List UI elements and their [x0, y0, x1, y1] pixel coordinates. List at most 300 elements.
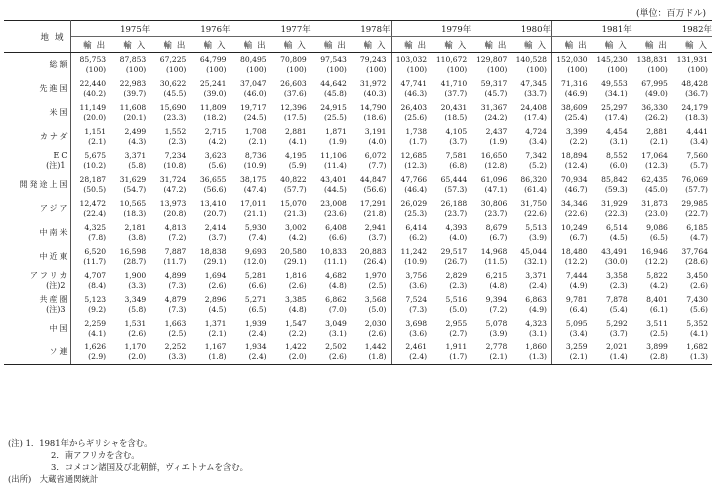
value-cell: [511, 149, 551, 173]
amount: 67,995: [641, 78, 668, 88]
share-percent: (5.7): [689, 160, 708, 170]
share-percent: (100): [165, 64, 187, 74]
share-percent: (17.4): [604, 112, 628, 122]
share-percent: (2.1): [208, 328, 227, 338]
share-percent: (7.3): [168, 280, 187, 290]
value-cell: [70, 173, 110, 197]
region-header: 地域: [4, 21, 70, 53]
share-percent: (57.3): [444, 184, 468, 194]
amount: 1,552: [164, 126, 187, 136]
share-percent: (10.9): [243, 160, 267, 170]
share-percent: (100): [246, 64, 267, 74]
share-percent: (6.1): [649, 304, 668, 314]
amount: 1,151: [84, 126, 107, 136]
value-cell: [592, 221, 632, 245]
value-cell: [231, 125, 271, 149]
value-cell: [70, 197, 110, 221]
share-percent: (5.6): [208, 160, 227, 170]
share-percent: (100): [206, 64, 227, 74]
amount: 3,756: [405, 270, 428, 280]
share-percent: (2.0): [288, 352, 307, 362]
amount: 2,259: [84, 318, 107, 328]
value-cell: [110, 245, 150, 269]
value-cell: [391, 149, 431, 173]
amount: 2,461: [405, 342, 428, 352]
value-cell: [431, 221, 471, 245]
year-header: 1978年: [311, 21, 391, 37]
amount: 1,708: [244, 126, 267, 136]
value-cell: [351, 341, 391, 365]
amount: 4,724: [525, 126, 547, 136]
value-cell: [110, 101, 150, 125]
share-percent: (5.0): [449, 304, 468, 314]
amount: 3,698: [405, 318, 428, 328]
share-percent: (7.2): [168, 232, 187, 242]
amount: 18,894: [561, 150, 588, 160]
value-cell: [110, 341, 150, 365]
region-name: 米国: [49, 107, 70, 117]
value-cell: [391, 197, 431, 221]
value-cell: [672, 197, 712, 221]
share-percent: (100): [486, 64, 508, 74]
share-percent: (3.3): [168, 352, 187, 362]
value-cell: [190, 101, 230, 125]
amount: 86,320: [520, 174, 547, 184]
value-cell: [592, 293, 632, 317]
amount: 1,911: [445, 342, 468, 352]
amount: 18,480: [561, 246, 588, 256]
share-percent: (3.8): [128, 232, 147, 242]
value-cell: [431, 269, 471, 293]
share-percent: (25.6): [404, 112, 428, 122]
value-cell: [70, 341, 110, 365]
share-percent: (37.6): [283, 88, 307, 98]
value-cell: [271, 53, 311, 77]
share-percent: (34.1): [604, 88, 628, 98]
value-cell: [672, 53, 712, 77]
amount: 5,123: [84, 294, 107, 304]
export-header: 輸出: [70, 37, 110, 53]
value-cell: [672, 125, 712, 149]
share-percent: (49.0): [645, 88, 668, 98]
import-header: 輸入: [190, 37, 230, 53]
value-cell: [150, 269, 190, 293]
share-percent: (59.3): [604, 184, 628, 194]
amount: 20,580: [280, 246, 307, 256]
amount: 18,838: [199, 246, 227, 256]
share-percent: (22.4): [83, 208, 107, 218]
share-percent: (12.0): [243, 256, 267, 266]
amount: 76,069: [681, 174, 708, 184]
amount: 10,249: [561, 222, 588, 232]
share-percent: (18.3): [123, 208, 147, 218]
row-label: [4, 149, 70, 173]
value-cell: [231, 149, 271, 173]
value-cell: [271, 149, 311, 173]
share-percent: (45.0): [645, 184, 668, 194]
share-percent: (2.4): [248, 328, 267, 338]
row-label: [4, 341, 70, 365]
share-percent: (5.6): [689, 304, 708, 314]
share-percent: (12.8): [484, 160, 508, 170]
share-percent: (33.7): [524, 88, 547, 98]
value-cell: [592, 53, 632, 77]
share-percent: (3.1): [528, 328, 547, 338]
share-percent: (22.3): [604, 208, 628, 218]
amount: 5,292: [606, 318, 628, 328]
value-cell: [632, 317, 672, 341]
share-percent: (12.4): [564, 160, 588, 170]
amount: 2,499: [124, 126, 147, 136]
region-name: 中南米: [39, 227, 70, 237]
region-name: 中近東: [39, 251, 70, 261]
share-percent: (4.0): [449, 232, 468, 242]
share-percent: (18.5): [444, 112, 468, 122]
region-name: 中国: [49, 323, 70, 333]
table-row: [4, 341, 712, 365]
share-percent: (47.4): [243, 184, 267, 194]
value-cell: [351, 77, 391, 101]
value-cell: [471, 77, 511, 101]
amount: 103,032: [395, 54, 428, 64]
amount: 7,342: [525, 150, 547, 160]
share-percent: (17.5): [283, 112, 307, 122]
share-percent: (2.2): [288, 328, 307, 338]
value-cell: [471, 101, 511, 125]
amount: 70,809: [280, 54, 307, 64]
amount: 64,799: [199, 54, 227, 64]
share-percent: (4.0): [368, 136, 387, 146]
amount: 6,185: [686, 222, 708, 232]
row-label: [4, 269, 70, 293]
share-percent: (100): [687, 64, 708, 74]
amount: 2,502: [325, 342, 347, 352]
value-cell: [431, 101, 471, 125]
row-label: [4, 245, 70, 269]
amount: 4,195: [285, 150, 307, 160]
region-name: カナダ: [39, 131, 70, 141]
value-cell: [471, 245, 511, 269]
trade-table: [4, 20, 712, 365]
amount: 9,781: [565, 294, 588, 304]
value-cell: [471, 125, 511, 149]
amount: 1,970: [364, 270, 387, 280]
value-cell: [552, 125, 592, 149]
share-percent: (3.4): [569, 328, 588, 338]
share-percent: (25.3): [404, 208, 428, 218]
value-cell: [592, 125, 632, 149]
share-percent: (2.6): [288, 280, 307, 290]
year-header: 1980年: [471, 21, 551, 37]
share-percent: (56.6): [203, 184, 227, 194]
amount: 1,442: [364, 342, 387, 352]
value-cell: [391, 245, 431, 269]
amount: 41,710: [440, 78, 468, 88]
value-cell: [150, 53, 190, 77]
value-cell: [110, 53, 150, 77]
amount: 2,030: [364, 318, 387, 328]
share-percent: (100): [567, 64, 588, 74]
value-cell: [311, 221, 351, 245]
export-header: 輸出: [231, 37, 271, 53]
share-percent: (3.7): [368, 232, 387, 242]
amount: 37,764: [681, 246, 708, 256]
amount: 3,623: [204, 150, 227, 160]
value-cell: [311, 173, 351, 197]
share-percent: (100): [366, 64, 387, 74]
amount: 71,316: [561, 78, 588, 88]
share-percent: (2.8): [649, 352, 668, 362]
share-percent: (46.9): [564, 88, 588, 98]
amount: 2,955: [445, 318, 468, 328]
amount: 5,352: [686, 318, 708, 328]
amount: 49,553: [601, 78, 628, 88]
share-percent: (26.7): [444, 256, 468, 266]
amount: 6,072: [364, 150, 387, 160]
value-cell: [311, 317, 351, 341]
amount: 65,444: [440, 174, 468, 184]
amount: 17,291: [359, 198, 387, 208]
share-percent: (25.4): [564, 112, 588, 122]
value-cell: [271, 101, 311, 125]
amount: 11,106: [320, 150, 347, 160]
value-cell: [632, 149, 672, 173]
amount: 1,682: [686, 342, 708, 352]
amount: 4,325: [84, 222, 107, 232]
share-percent: (3.9): [489, 328, 508, 338]
value-cell: [431, 53, 471, 77]
row-label: [4, 77, 70, 101]
row-label: [4, 125, 70, 149]
share-percent: (5.2): [528, 160, 547, 170]
value-cell: [632, 221, 672, 245]
amount: 9,086: [646, 222, 668, 232]
value-cell: [351, 173, 391, 197]
amount: 37,047: [240, 78, 267, 88]
amount: 47,741: [400, 78, 428, 88]
row-label: [4, 317, 70, 341]
share-percent: (100): [85, 64, 107, 74]
value-cell: [391, 341, 431, 365]
share-percent: (4.5): [609, 232, 628, 242]
amount: 1,816: [285, 270, 307, 280]
value-cell: [431, 293, 471, 317]
amount: 3,371: [124, 150, 147, 160]
value-cell: [351, 53, 391, 77]
amount: 9,394: [485, 294, 508, 304]
region-note-ref: (注)1: [46, 160, 66, 170]
share-percent: (100): [607, 64, 628, 74]
share-percent: (18.3): [685, 112, 708, 122]
share-percent: (1.3): [528, 352, 547, 362]
value-cell: [231, 269, 271, 293]
value-cell: [431, 173, 471, 197]
table-row: [4, 101, 712, 125]
value-cell: [391, 101, 431, 125]
value-cell: [70, 77, 110, 101]
value-cell: [552, 317, 592, 341]
share-percent: (24.2): [484, 112, 508, 122]
share-percent: (12.2): [645, 256, 668, 266]
amount: 29,985: [681, 198, 708, 208]
value-cell: [511, 293, 551, 317]
value-cell: [391, 53, 431, 77]
share-percent: (7.7): [368, 160, 387, 170]
value-cell: [471, 197, 511, 221]
amount: 152,030: [556, 54, 588, 64]
table-row: [4, 173, 712, 197]
share-percent: (7.4): [248, 232, 267, 242]
value-cell: [632, 341, 672, 365]
amount: 4,323: [525, 318, 547, 328]
value-cell: [511, 197, 551, 221]
value-cell: [592, 77, 632, 101]
region-name: ソ連: [49, 347, 70, 357]
value-cell: [311, 77, 351, 101]
share-percent: (6.2): [409, 232, 428, 242]
value-cell: [190, 53, 230, 77]
value-cell: [431, 341, 471, 365]
value-cell: [271, 245, 311, 269]
share-percent: (100): [446, 64, 468, 74]
amount: 6,514: [606, 222, 628, 232]
share-percent: (40.2): [83, 88, 107, 98]
amount: 6,520: [84, 246, 107, 256]
share-percent: (45.7): [484, 88, 508, 98]
amount: 5,095: [565, 318, 588, 328]
share-percent: (2.6): [368, 328, 387, 338]
amount: 131,931: [676, 54, 708, 64]
amount: 40,822: [280, 174, 307, 184]
amount: 97,543: [320, 54, 347, 64]
source-note: (出所) 大蔵省通関統計: [8, 474, 99, 484]
amount: 4,899: [164, 270, 187, 280]
amount: 5,513: [525, 222, 547, 232]
value-cell: [110, 221, 150, 245]
share-percent: (1.8): [368, 352, 387, 362]
region-name: 総額: [49, 59, 70, 69]
amount: 13,973: [159, 198, 187, 208]
amount: 43,401: [320, 174, 347, 184]
amount: 110,672: [435, 54, 468, 64]
amount: 38,175: [240, 174, 267, 184]
amount: 14,790: [359, 102, 387, 112]
amount: 4,707: [84, 270, 107, 280]
amount: 11,242: [400, 246, 428, 256]
value-cell: [511, 125, 551, 149]
share-percent: (10.9): [404, 256, 428, 266]
value-cell: [511, 53, 551, 77]
share-percent: (2.1): [649, 136, 668, 146]
amount: 3,358: [606, 270, 628, 280]
share-percent: (5.4): [609, 304, 628, 314]
share-percent: (3.9): [528, 232, 547, 242]
value-cell: [311, 269, 351, 293]
share-percent: (2.3): [168, 136, 187, 146]
share-percent: (5.8): [128, 304, 147, 314]
share-percent: (20.7): [203, 208, 227, 218]
share-percent: (100): [286, 64, 307, 74]
share-percent: (3.1): [609, 136, 628, 146]
value-cell: [471, 149, 511, 173]
share-percent: (100): [647, 64, 668, 74]
region-name: アジア: [39, 203, 70, 213]
amount: 14,968: [480, 246, 508, 256]
value-cell: [231, 221, 271, 245]
value-cell: [150, 77, 190, 101]
share-percent: (3.3): [128, 280, 147, 290]
amount: 38,609: [561, 102, 588, 112]
amount: 59,317: [480, 78, 508, 88]
amount: 1,167: [204, 342, 227, 352]
share-percent: (22.6): [524, 208, 547, 218]
amount: 28,187: [79, 174, 107, 184]
value-cell: [231, 293, 271, 317]
share-percent: (47.1): [484, 184, 508, 194]
value-cell: [431, 197, 471, 221]
amount: 22,440: [79, 78, 107, 88]
value-cell: [672, 293, 712, 317]
share-percent: (10.2): [83, 160, 107, 170]
import-header: 輸入: [672, 37, 712, 53]
value-cell: [351, 149, 391, 173]
share-percent: (7.3): [168, 304, 187, 314]
region-name: 先進国: [39, 83, 70, 93]
share-percent: (11.7): [83, 256, 107, 266]
share-percent: (57.7): [685, 184, 708, 194]
amount: 44,642: [320, 78, 347, 88]
value-cell: [552, 101, 592, 125]
import-header: 輸入: [110, 37, 150, 53]
value-cell: [311, 125, 351, 149]
amount: 3,399: [565, 126, 588, 136]
share-percent: (2.2): [569, 136, 588, 146]
amount: 1,860: [525, 342, 547, 352]
amount: 2,021: [606, 342, 628, 352]
share-percent: (39.7): [123, 88, 147, 98]
value-cell: [391, 269, 431, 293]
amount: 5,516: [445, 294, 468, 304]
amount: 1,694: [204, 270, 227, 280]
share-percent: (20.0): [83, 112, 107, 122]
share-percent: (2.4): [409, 352, 428, 362]
share-percent: (8.4): [88, 280, 107, 290]
amount: 47,766: [400, 174, 428, 184]
amount: 16,598: [119, 246, 147, 256]
share-percent: (23.0): [645, 208, 668, 218]
value-cell: [190, 173, 230, 197]
value-cell: [150, 173, 190, 197]
amount: 2,181: [124, 222, 147, 232]
amount: 20,883: [359, 246, 387, 256]
export-header: 輸出: [150, 37, 190, 53]
share-percent: (46.7): [564, 184, 588, 194]
share-percent: (2.4): [528, 280, 547, 290]
share-percent: (6.4): [569, 304, 588, 314]
value-cell: [150, 245, 190, 269]
share-percent: (30.0): [604, 256, 628, 266]
year-header: 1981年: [552, 21, 632, 37]
amount: 24,915: [320, 102, 347, 112]
import-header: 輸入: [592, 37, 632, 53]
year-header: 1976年: [150, 21, 230, 37]
value-cell: [391, 77, 431, 101]
value-cell: [271, 197, 311, 221]
value-cell: [672, 77, 712, 101]
value-cell: [672, 101, 712, 125]
amount: 12,396: [280, 102, 307, 112]
amount: 5,822: [646, 270, 668, 280]
